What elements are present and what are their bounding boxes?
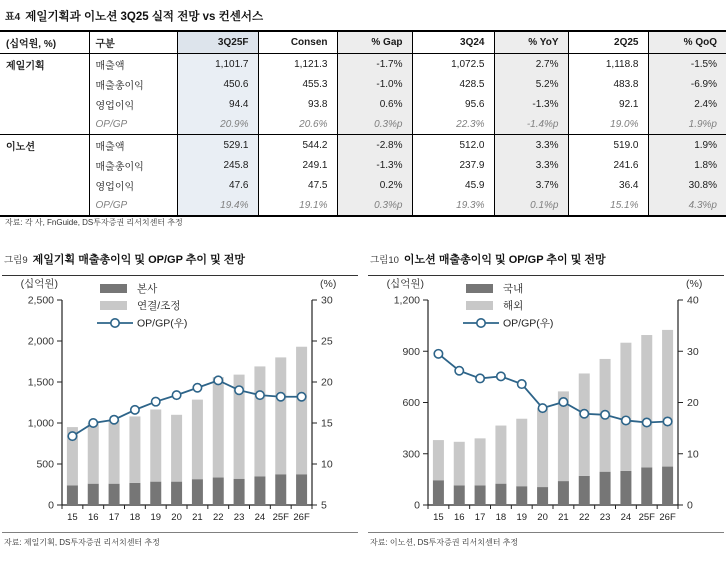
right-axis-tick-label: 5	[321, 499, 327, 512]
bar-segment-bottom	[275, 474, 286, 505]
table-header-cell: 3Q24	[412, 31, 494, 54]
opgp-line-marker	[68, 432, 76, 440]
table-value-cell: 483.8	[568, 74, 648, 94]
table-value-cell: -1.7%	[337, 54, 412, 75]
bar-segment-bottom	[88, 484, 99, 505]
table-value-cell: 0.1%p	[494, 195, 568, 216]
bar-segment-top	[150, 409, 161, 481]
table-value-cell: -1.3%	[494, 94, 568, 114]
bar-segment-top	[109, 420, 120, 484]
opgp-line-marker	[235, 386, 243, 394]
table-value-cell: 2.4%	[648, 94, 726, 114]
bar-segment-bottom	[254, 476, 265, 505]
table-row	[0, 94, 726, 114]
opgp-line	[72, 380, 301, 436]
table-row	[0, 114, 726, 135]
x-axis-category-label: 23	[599, 512, 611, 523]
table-value-cell: 1,121.3	[258, 54, 337, 75]
x-axis-category-label: 20	[171, 512, 182, 523]
x-axis-category-label: 15	[433, 512, 444, 523]
left-axis-tick-label: 1,500	[27, 376, 54, 389]
table-title-text: 제일기획과 이노션 3Q25 실적 전망 vs 컨센서스	[25, 11, 264, 23]
table-header-cell: % Gap	[337, 31, 412, 54]
table-value-cell: -1.4%p	[494, 114, 568, 135]
table-title	[5, 7, 263, 25]
table-value-cell: 249.1	[258, 155, 337, 175]
table-value-cell: 1,072.5	[412, 54, 494, 75]
table-value-cell: 4.3%p	[648, 195, 726, 216]
bar-segment-top	[213, 377, 224, 477]
table-value-cell: 93.8	[258, 94, 337, 114]
table-rowlabel-cell: 매출총이익	[89, 74, 177, 94]
table-source-note: 자료: 각 사, FnGuide, DS투자증권 리서치센터 추정	[5, 218, 183, 227]
opgp-line-marker	[256, 391, 264, 399]
opgp-line-marker	[663, 417, 671, 425]
bar-segment-top	[579, 373, 590, 476]
table-rowlabel-cell: OP/GP	[89, 195, 177, 216]
chart-title-text: 이노션 매출총이익 및 OP/GP 추이 및 전망	[403, 254, 606, 266]
legend-label: 본사	[137, 283, 158, 295]
left-axis-tick-label: 0	[48, 499, 54, 512]
table-header-cell: 2Q25	[568, 31, 648, 54]
bar-segment-bottom	[296, 474, 307, 505]
chart-title-prefix: 그림9	[4, 255, 28, 266]
table-value-cell: 30.8%	[648, 175, 726, 195]
table-value-cell: 0.3%p	[337, 114, 412, 135]
table-header-cell: (십억원, %)	[0, 31, 89, 54]
x-axis-category-label: 16	[87, 512, 99, 523]
x-axis-category-label: 15	[67, 512, 78, 523]
bar-segment-bottom	[641, 467, 652, 505]
bar-segment-bottom	[129, 483, 140, 505]
legend-line-marker	[477, 319, 485, 327]
chart-panel-jeil	[2, 248, 358, 548]
bar-segment-top	[296, 347, 307, 475]
table-value-cell: 3.3%	[494, 135, 568, 156]
opgp-line-marker	[455, 367, 463, 375]
left-axis-tick-label: 300	[402, 448, 420, 461]
bar-segment-bottom	[475, 485, 486, 505]
table-value-cell: 519.0	[568, 135, 648, 156]
table-value-cell: 428.5	[412, 74, 494, 94]
table-value-cell: 0.2%	[337, 175, 412, 195]
table-header-row	[0, 31, 726, 54]
bar-segment-top	[254, 366, 265, 476]
right-axis-tick-label: 30	[321, 294, 333, 307]
table-value-cell: 1,118.8	[568, 54, 648, 75]
table-row	[0, 195, 726, 216]
opgp-line-marker	[559, 398, 567, 406]
legend-label: 국내	[503, 283, 524, 295]
x-axis-category-label: 25F	[272, 512, 289, 523]
table-rowlabel-cell: 매출총이익	[89, 155, 177, 175]
left-axis-unit-label: (십억원)	[386, 278, 424, 290]
table-group-cell	[0, 155, 89, 175]
table-header-cell: % QoQ	[648, 31, 726, 54]
opgp-line-marker	[434, 350, 442, 358]
table-value-cell: 19.4%	[177, 195, 258, 216]
table-group-cell	[0, 114, 89, 135]
table-row	[0, 74, 726, 94]
bar-segment-top	[433, 440, 444, 480]
table-row	[0, 175, 726, 195]
bar-segment-top	[275, 357, 286, 474]
x-axis-category-label: 24	[254, 512, 266, 523]
opgp-line-marker	[193, 384, 201, 392]
table-body	[0, 54, 726, 217]
opgp-line-marker	[497, 372, 505, 380]
x-axis-category-label: 22	[212, 512, 224, 523]
table-rowlabel-cell: 매출액	[89, 135, 177, 156]
x-axis-category-label: 17	[108, 512, 120, 523]
bar-segment-bottom	[662, 467, 673, 505]
opgp-line-marker	[538, 404, 546, 412]
x-axis-category-label: 18	[129, 512, 141, 523]
bar-segment-top	[192, 400, 203, 480]
left-axis-tick-label: 0	[414, 499, 420, 512]
bar-segment-top	[641, 335, 652, 467]
left-axis-tick-label: 600	[402, 397, 420, 409]
opgp-line-marker	[89, 419, 97, 427]
table-group-cell: 이노션	[0, 135, 89, 156]
bar-segment-bottom	[109, 484, 120, 505]
table-head	[0, 31, 726, 54]
bar-segment-top	[495, 426, 506, 484]
right-axis-tick-label: 40	[687, 294, 699, 307]
bar-segment-bottom	[213, 478, 224, 505]
table-value-cell: 22.3%	[412, 114, 494, 135]
legend-swatch-light	[100, 301, 127, 310]
table-header-cell: 3Q25F	[177, 31, 258, 54]
legend-swatch-light	[466, 301, 493, 310]
table-value-cell: -6.9%	[648, 74, 726, 94]
table-rowlabel-cell: 매출액	[89, 54, 177, 75]
table-value-cell: 237.9	[412, 155, 494, 175]
right-axis-tick-label: 10	[321, 458, 333, 471]
left-axis-tick-label: 500	[36, 458, 54, 471]
left-axis-tick-label: 2,500	[27, 294, 54, 307]
x-axis-category-label: 18	[495, 512, 507, 523]
chart-title-prefix: 그림10	[370, 255, 399, 266]
table-value-cell: 20.9%	[177, 114, 258, 135]
table-value-cell: 1,101.7	[177, 54, 258, 75]
chart-title-innocean	[368, 248, 724, 276]
table-value-cell: 0.6%	[337, 94, 412, 114]
bar-segment-bottom	[600, 472, 611, 505]
table-value-cell: 3.7%	[494, 175, 568, 195]
opgp-line-marker	[214, 376, 222, 384]
chart-canvas-jeil	[2, 276, 358, 531]
opgp-line-marker	[297, 393, 305, 401]
opgp-line-marker	[580, 410, 588, 418]
opgp-line-marker	[277, 393, 285, 401]
table-value-cell: 0.3%p	[337, 195, 412, 216]
table-value-cell: 529.1	[177, 135, 258, 156]
left-axis-tick-label: 900	[402, 345, 420, 358]
table-value-cell: 19.0%	[568, 114, 648, 135]
table-value-cell: -1.5%	[648, 54, 726, 75]
left-axis-tick-label: 2,000	[27, 335, 54, 348]
bar-segment-bottom	[234, 479, 245, 505]
bar-segment-bottom	[171, 482, 182, 505]
bar-segment-top	[129, 416, 140, 482]
bar-segment-bottom	[620, 471, 631, 505]
x-axis-category-label: 25F	[638, 512, 655, 523]
right-axis-tick-label: 0	[687, 499, 693, 512]
legend-swatch-dark	[466, 284, 493, 293]
x-axis-category-label: 26F	[293, 512, 310, 523]
right-axis-tick-label: 10	[687, 448, 699, 461]
table-value-cell: 19.3%	[412, 195, 494, 216]
left-axis-tick-label: 1,200	[393, 294, 420, 307]
bar-segment-bottom	[558, 481, 569, 505]
bar-segment-bottom	[67, 485, 78, 505]
bar-segment-bottom	[150, 482, 161, 505]
table-value-cell: 455.3	[258, 74, 337, 94]
chart-source-innocean: 자료: 이노션, DS투자증권 리서치센터 추정	[368, 532, 724, 548]
bar-segment-bottom	[516, 486, 527, 505]
table-value-cell: 1.9%p	[648, 114, 726, 135]
opgp-line-marker	[476, 374, 484, 382]
legend-label: OP/GP(우)	[137, 317, 188, 330]
x-axis-category-label: 24	[620, 512, 632, 523]
bar-segment-top	[620, 343, 631, 471]
table-group-cell	[0, 74, 89, 94]
legend-label: 해외	[503, 300, 524, 312]
right-axis-unit-label: (%)	[320, 278, 337, 290]
table-group-cell	[0, 175, 89, 195]
x-axis-category-label: 22	[578, 512, 590, 523]
table-rowlabel-cell: 영업이익	[89, 94, 177, 114]
table-value-cell: -2.8%	[337, 135, 412, 156]
right-axis-tick-label: 25	[321, 335, 333, 348]
x-axis-category-label: 23	[233, 512, 245, 523]
chart-panel-innocean	[368, 248, 724, 548]
table-value-cell: 15.1%	[568, 195, 648, 216]
bar-segment-top	[516, 419, 527, 486]
table-value-cell: 36.4	[568, 175, 648, 195]
bar-segment-bottom	[579, 476, 590, 505]
bar-segment-top	[662, 330, 673, 467]
table-value-cell: 47.5	[258, 175, 337, 195]
right-axis-tick-label: 20	[687, 397, 699, 409]
table-value-cell: 2.7%	[494, 54, 568, 75]
chart-source-jeil: 자료: 제일기획, DS투자증권 리서치센터 추정	[2, 532, 358, 548]
table-value-cell: 241.6	[568, 155, 648, 175]
opgp-line-marker	[622, 416, 630, 424]
bar-segment-top	[537, 408, 548, 487]
opgp-line-marker	[518, 380, 526, 388]
opgp-line	[438, 354, 667, 423]
table-row	[0, 135, 726, 156]
bar-segment-top	[171, 415, 182, 482]
opgp-line-marker	[601, 411, 609, 419]
bar-segment-top	[88, 423, 99, 484]
opgp-line-marker	[643, 418, 651, 426]
legend-label: OP/GP(우)	[503, 317, 554, 330]
right-axis-tick-label: 30	[687, 345, 699, 358]
x-axis-category-label: 21	[558, 512, 569, 523]
table-value-cell: 19.1%	[258, 195, 337, 216]
table-row	[0, 155, 726, 175]
table-header-cell: Consen	[258, 31, 337, 54]
chart-title-jeil	[2, 248, 358, 276]
opgp-line-marker	[152, 397, 160, 405]
table-value-cell: 3.3%	[494, 155, 568, 175]
table-value-cell: 5.2%	[494, 74, 568, 94]
bar-segment-bottom	[433, 480, 444, 505]
legend-line-marker	[111, 319, 119, 327]
x-axis-category-label: 20	[537, 512, 548, 523]
bar-segment-bottom	[495, 484, 506, 505]
x-axis-category-label: 19	[516, 512, 528, 523]
table-value-cell: 512.0	[412, 135, 494, 156]
opgp-line-marker	[110, 416, 118, 424]
table-value-cell: 47.6	[177, 175, 258, 195]
bar-segment-bottom	[454, 485, 465, 505]
bar-segment-bottom	[537, 487, 548, 505]
x-axis-category-label: 16	[453, 512, 465, 523]
table-value-cell: 1.8%	[648, 155, 726, 175]
x-axis-category-label: 17	[474, 512, 486, 523]
table-group-cell	[0, 195, 89, 216]
table-value-cell: 544.2	[258, 135, 337, 156]
table-title-prefix: 표4	[5, 12, 21, 23]
opgp-line-marker	[131, 406, 139, 414]
right-axis-unit-label: (%)	[686, 278, 703, 290]
opgp-line-marker	[172, 391, 180, 399]
bar-segment-bottom	[192, 479, 203, 505]
table-header-cell: 구분	[89, 31, 177, 54]
table-rowlabel-cell: 영업이익	[89, 175, 177, 195]
table-value-cell: 45.9	[412, 175, 494, 195]
table-value-cell: 92.1	[568, 94, 648, 114]
table-group-cell	[0, 94, 89, 114]
table-value-cell: 94.4	[177, 94, 258, 114]
legend-label: 연결/조정	[137, 300, 181, 312]
left-axis-tick-label: 1,000	[27, 417, 54, 430]
table-value-cell: 450.6	[177, 74, 258, 94]
left-axis-unit-label: (십억원)	[20, 278, 58, 290]
right-axis-tick-label: 15	[321, 417, 333, 430]
table-value-cell: -1.0%	[337, 74, 412, 94]
right-axis-tick-label: 20	[321, 376, 333, 389]
x-axis-category-label: 26F	[659, 512, 676, 523]
table-value-cell: 20.6%	[258, 114, 337, 135]
table-row	[0, 54, 726, 75]
chart-title-text: 제일기획 매출총이익 및 OP/GP 추이 및 전망	[32, 254, 246, 266]
x-axis-category-label: 21	[192, 512, 203, 523]
bar-segment-top	[475, 438, 486, 485]
bar-segment-top	[454, 442, 465, 486]
table-rowlabel-cell: OP/GP	[89, 114, 177, 135]
x-axis-category-label: 19	[150, 512, 162, 523]
chart-canvas-innocean	[368, 276, 724, 531]
table-value-cell: 95.6	[412, 94, 494, 114]
earnings-consensus-table	[0, 30, 726, 217]
table-group-cell: 제일기획	[0, 54, 89, 75]
legend-swatch-dark	[100, 284, 127, 293]
table-header-cell: % YoY	[494, 31, 568, 54]
table-value-cell: 245.8	[177, 155, 258, 175]
table-value-cell: 1.9%	[648, 135, 726, 156]
table-value-cell: -1.3%	[337, 155, 412, 175]
